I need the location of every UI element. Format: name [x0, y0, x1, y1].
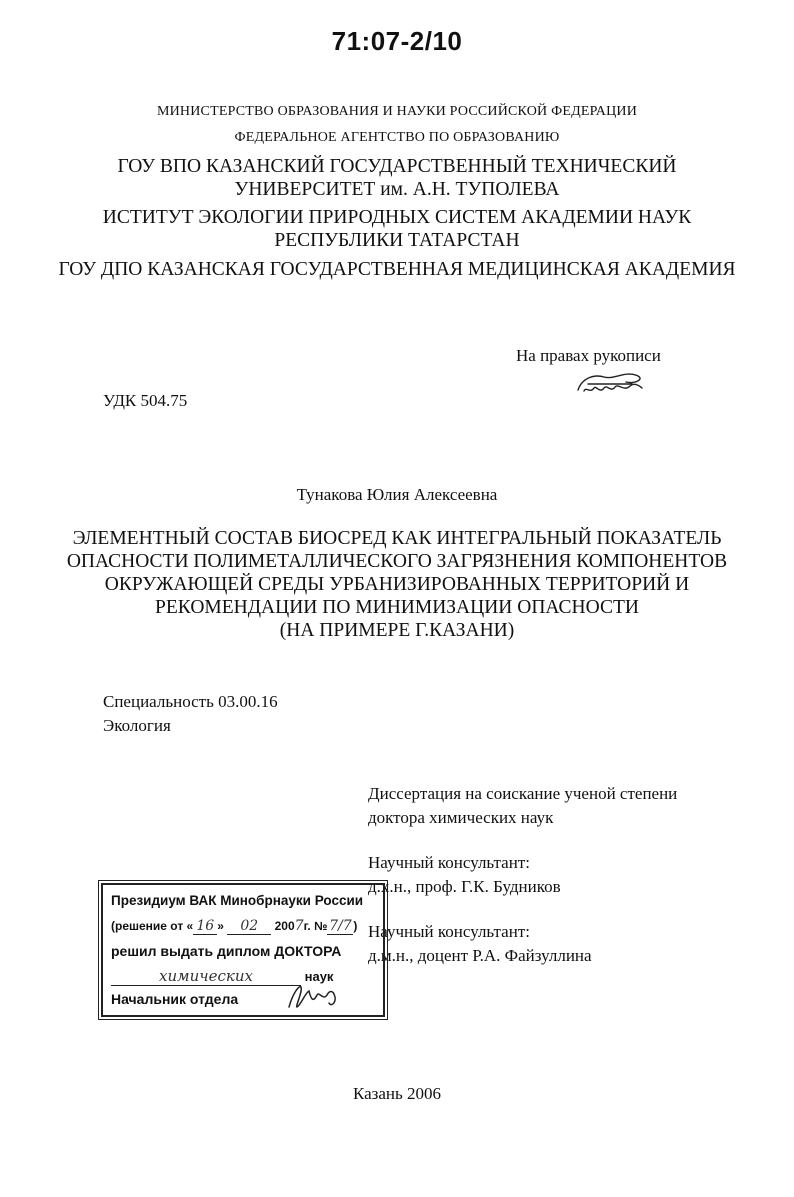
- specialty-name: Экология: [103, 716, 171, 735]
- title-line-3: ОКРУЖАЮЩЕЙ СРЕДЫ УРБАНИЗИРОВАННЫХ ТЕРРИТОРИЙ И: [104, 574, 690, 595]
- stamp-decision-line: [111, 918, 357, 935]
- vak-approval-stamp: [101, 883, 385, 1017]
- archive-number: 71:07-2/10: [331, 26, 463, 56]
- stamp-decision-year-prefix: 200: [274, 919, 295, 933]
- stamp-decision-number: 7/7: [329, 918, 352, 934]
- stamp-decision-year-digit: 7: [294, 918, 304, 934]
- consultant-1-name: д.х.н., проф. Г.К. Будников: [368, 877, 561, 896]
- manuscript-rights: На правах рукописи: [516, 346, 661, 365]
- stamp-decision-day: 16: [193, 918, 217, 935]
- consultant-2-name: д.м.н., доцент Р.А. Файзуллина: [368, 946, 592, 965]
- stamp-presidium-line: Президиум ВАК Минобрнауки России: [111, 893, 364, 908]
- stamp-head-label: Начальник отдела: [111, 991, 239, 1007]
- university-line-2: УНИВЕРСИТЕТ им. А.Н. ТУПОЛЕВА: [234, 179, 560, 200]
- footer-city-year: Казань 2006: [352, 1084, 442, 1103]
- stamp-diploma-line: решил выдать диплом ДОКТОРА: [111, 943, 342, 959]
- title-line-5: (НА ПРИМЕРЕ Г.КАЗАНИ): [279, 620, 515, 641]
- institute-line-2: РЕСПУБЛИКИ ТАТАРСТАН: [274, 230, 520, 251]
- ministry-heading: МИНИСТЕРСТВО ОБРАЗОВАНИЯ И НАУКИ РОССИЙСКОЙ ФЕДЕРАЦИИ: [156, 104, 638, 119]
- stamp-decision-suffix: ): [353, 919, 358, 933]
- institute-heading: [0, 206, 794, 252]
- agency-heading: ФЕДЕРАЛЬНОЕ АГЕНТСТВО ПО ОБРАЗОВАНИЮ: [234, 130, 560, 145]
- stamp-field-handwritten: химических: [111, 967, 301, 986]
- consultant-2-label: Научный консультант:: [368, 922, 530, 941]
- title-line-2: ОПАСНОСТИ ПОЛИМЕТАЛЛИЧЕСКОГО ЗАГРЯЗНЕНИЯ КОМПОНЕНТОВ: [66, 551, 728, 572]
- university-line-1: ГОУ ВПО КАЗАНСКИЙ ГОСУДАРСТВЕННЫЙ ТЕХНИЧЕСКИЙ: [117, 156, 677, 177]
- institute-line-1: ИСТИТУТ ЭКОЛОГИИ ПРИРОДНЫХ СИСТЕМ АКАДЕМИИ НАУК: [102, 207, 692, 228]
- dissertation-degree-line-2: доктора химических наук: [368, 808, 554, 827]
- stamp-decision-quote: »: [217, 919, 224, 933]
- dissertation-degree-line-1: Диссертация на соискание ученой степени: [368, 784, 678, 803]
- author-name: Тунакова Юлия Алексеевна: [296, 485, 498, 504]
- academy-heading: ГОУ ДПО КАЗАНСКАЯ ГОСУДАРСТВЕННАЯ МЕДИЦИНСКАЯ АКАДЕМИЯ: [58, 259, 736, 280]
- udk-code: УДК 504.75: [103, 391, 188, 410]
- stamp-decision-prefix: (решение от «: [111, 919, 194, 933]
- stamp-head-signature: [283, 981, 347, 1013]
- title-line-1: ЭЛЕМЕНТНЫЙ СОСТАВ БИОСРЕД КАК ИНТЕГРАЛЬНЫЙ ПОКАЗАТЕЛЬ: [72, 528, 722, 549]
- university-heading: [0, 155, 794, 201]
- author-signature: [574, 364, 646, 400]
- specialty-code: Специальность 03.00.16: [103, 692, 278, 711]
- title-line-4: РЕКОМЕНДАЦИИ ПО МИНИМИЗАЦИИ ОПАСНОСТИ: [155, 597, 639, 618]
- stamp-field-suffix: наук: [304, 969, 334, 984]
- consultant-1-label: Научный консультант:: [368, 853, 530, 872]
- stamp-decision-number-prefix: г. №: [303, 919, 328, 933]
- dissertation-title: [0, 527, 794, 642]
- stamp-head-line: [111, 991, 238, 1007]
- stamp-decision-month: 02: [227, 918, 271, 935]
